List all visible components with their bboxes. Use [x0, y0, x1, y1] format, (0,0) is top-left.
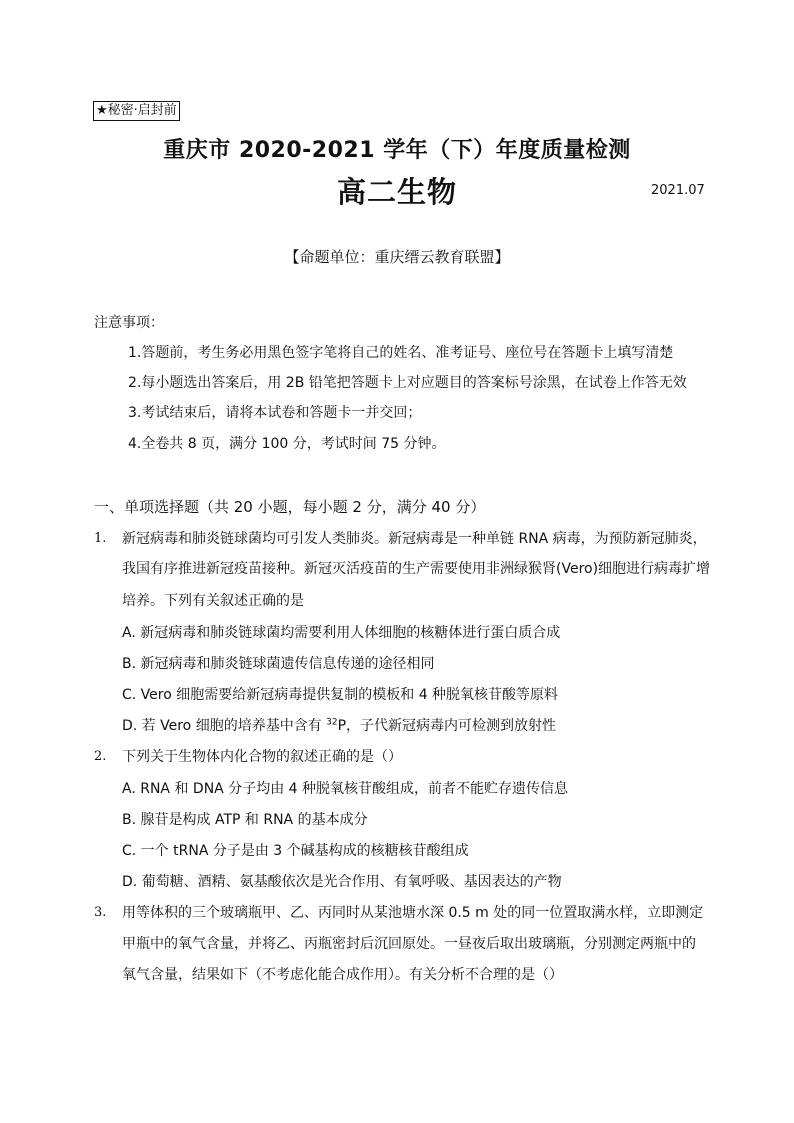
- option-a: A. 新冠病毒和肺炎链球菌均需要利用人体细胞的核糖体进行蛋白质合成: [122, 625, 561, 641]
- question-stem-line: 我国有序推进新冠疫苗接种。新冠灭活疫苗的生产需要使用非洲绿猴肾(Vero)细胞进行病毒扩增: [122, 561, 711, 577]
- option-b: B. 新冠病毒和肺炎链球菌遗传信息传递的途径相同: [122, 656, 435, 672]
- section-title: 一、单项选择题（共 20 小题，每小题 2 分，满分 40 分）: [94, 498, 486, 516]
- question-stem-line: 甲瓶中的氧气含量，并将乙、丙瓶密封后沉回原处。一昼夜后取出玻璃瓶，分别测定两瓶中的: [122, 936, 696, 952]
- subject-title: 高二生物: [336, 175, 457, 209]
- author-unit: 【命题单位：重庆缙云教育联盟】: [284, 248, 510, 266]
- option-b: B. 腺苷是构成 ATP 和 RNA 的基本成分: [122, 812, 368, 828]
- question-stem-line: 用等体积的三个玻璃瓶甲、乙、丙同时从某池塘水深 0.5 m 处的同一位置取满水样，立即测定: [122, 905, 704, 921]
- notice-item: 4.全卷共 8 页，满分 100 分，考试时间 75 分钟。: [128, 436, 446, 452]
- exam-title: 重庆市 2020-2021 学年（下）年度质量检测: [163, 138, 631, 163]
- question-stem-line: 下列关于生物体内化合物的叙述正确的是（）: [122, 749, 402, 765]
- option-d-prefix: D. 若 Vero 细胞的培养基中含有: [122, 718, 327, 734]
- question-number: 1.: [94, 531, 107, 546]
- question-number: 2.: [94, 749, 107, 764]
- notice-title: 注意事项：: [94, 315, 164, 331]
- question-stem-line: 新冠病毒和肺炎链球菌均可引发人类肺炎。新冠病毒是一种单链 RNA 病毒，为预防新冠肺炎，: [122, 531, 707, 547]
- option-a: A. RNA 和 DNA 分子均由 4 种脱氧核苷酸组成，前者不能贮存遗传信息: [122, 781, 568, 797]
- option-c: C. Vero 细胞需要给新冠病毒提供复制的模板和 4 种脱氧核苷酸等原料: [122, 687, 559, 703]
- question-stem-line: 氧气含量，结果如下（不考虑化能合成作用）。有关分析不合理的是（）: [122, 967, 563, 983]
- isotope-mass-number: 32: [326, 717, 338, 728]
- option-d: [122, 715, 556, 735]
- option-c: C. 一个 tRNA 分子是由 3 个碱基构成的核糖核苷酸组成: [122, 843, 469, 859]
- confidential-label: ★秘密·启封前: [93, 101, 180, 121]
- notice-item: 2.每小题选出答案后，用 2B 铅笔把答题卡上对应题目的答案标号涂黑，在试卷上作答无效: [128, 375, 687, 391]
- notice-item: 1.答题前，考生务必用黑色签字笔将自己的姓名、准考证号、座位号在答题卡上填写清楚: [128, 345, 674, 361]
- notice-item: 3.考试结束后，请将本试卷和答题卡一并交回；: [128, 405, 422, 421]
- option-d-suffix: P，子代新冠病毒内可检测到放射性: [337, 718, 557, 734]
- option-d: D. 葡萄糖、酒精、氨基酸依次是光合作用、有氧呼吸、基因表达的产物: [122, 874, 562, 890]
- exam-date: 2021.07: [651, 183, 705, 198]
- question-stem-line: 培养。下列有关叙述正确的是: [122, 593, 304, 609]
- question-number: 3.: [94, 905, 107, 920]
